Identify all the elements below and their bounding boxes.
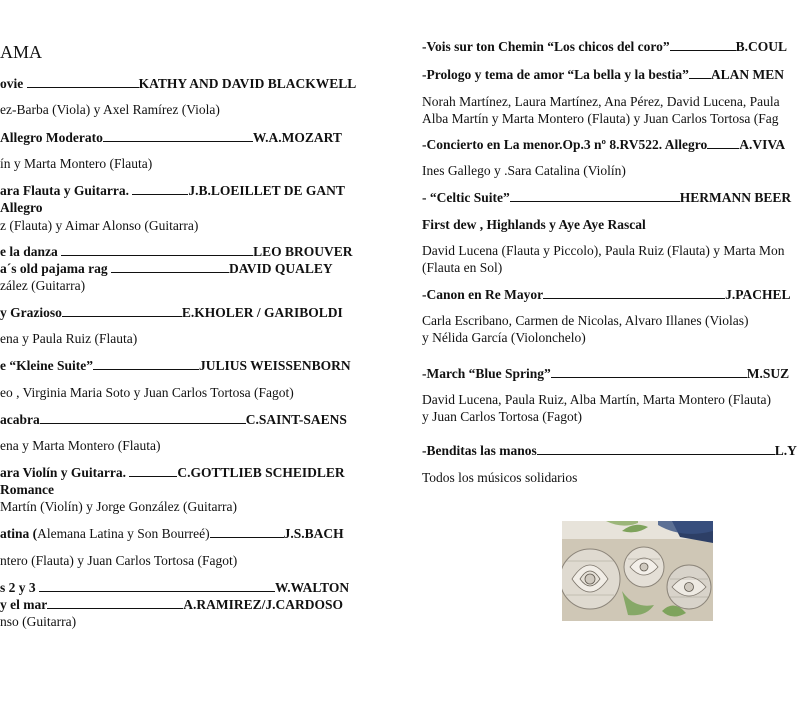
- performers: ena y Marta Montero (Flauta): [0, 438, 161, 453]
- program-item-5: [0, 304, 343, 321]
- composer: L.Y: [774, 443, 797, 458]
- performers: David Lucena (Flauta y Piccolo), Paula Ruiz (Flauta) y Marta Mon: [422, 243, 785, 258]
- performers: Carla Escribano, Carmen de Nicolas, Alvaro Illanes (Violas): [422, 313, 749, 328]
- program-item-10b: [0, 596, 343, 613]
- performers: zález (Guitarra): [0, 278, 86, 293]
- movement: Romance: [0, 482, 54, 497]
- performers: Alba Martín y Marta Montero (Flauta) y Juan Carlos Tortosa (Fag: [422, 111, 779, 126]
- composer: KATHY AND DAVID BLACKWELL: [138, 76, 357, 91]
- dotted-leader: [129, 464, 177, 477]
- composer: W.WALTON: [275, 580, 350, 595]
- dotted-leader: [689, 66, 711, 79]
- program-item-17: [422, 442, 797, 459]
- paper-roses-illustration: [562, 521, 713, 621]
- piece-title: atina (: [0, 526, 38, 541]
- dotted-leader: [510, 189, 680, 202]
- dotted-leader: [537, 442, 775, 455]
- piece-title: ara Flauta y Guitarra.: [0, 183, 133, 198]
- composer: C.GOTTLIEB SCHEIDLER: [177, 465, 345, 480]
- piece-title: y el mar: [0, 597, 48, 612]
- piece-title: ovie: [0, 76, 27, 91]
- performers: ín y Marta Montero (Flauta): [0, 156, 153, 171]
- dotted-leader: [707, 136, 739, 149]
- program-item-2: [0, 129, 342, 146]
- performers: (Flauta en Sol): [422, 260, 503, 275]
- program-item-16: [422, 365, 789, 382]
- dotted-leader: [543, 286, 725, 299]
- composer: W.A.MOZART: [252, 130, 342, 145]
- piece-title: - “Celtic Suite”: [422, 190, 510, 205]
- paper-roses-image: [562, 521, 713, 621]
- composer: A.VIVA: [739, 137, 786, 152]
- piece-title: e la danza: [0, 244, 62, 259]
- performers: ena y Paula Ruiz (Flauta): [0, 331, 138, 346]
- performers: David Lucena, Paula Ruiz, Alba Martín, Marta Montero (Flauta): [422, 392, 772, 407]
- performers: ntero (Flauta) y Juan Carlos Tortosa (Fagot): [0, 553, 238, 568]
- composer: B.COUL: [735, 39, 788, 54]
- performers: Ines Gallego y .Sara Catalina (Violín): [422, 163, 626, 178]
- composer: E.KHOLER / GARIBOLDI: [181, 305, 343, 320]
- composer: J.S.BACH: [283, 526, 344, 541]
- program-item-8: [0, 464, 345, 481]
- piece-title: -Benditas las manos: [422, 443, 537, 458]
- piece-title: ara Violín y Guitarra.: [0, 465, 130, 480]
- program-item-13: [422, 136, 785, 153]
- composer: LEO BROUVER: [253, 244, 353, 259]
- program-item-4: [0, 243, 353, 260]
- dotted-leader: [103, 129, 253, 142]
- program-item-3: [0, 182, 345, 199]
- performers: ez-Barba (Viola) y Axel Ramírez (Viola): [0, 102, 220, 117]
- performers: z (Flauta) y Aimar Alonso (Guitarra): [0, 218, 199, 233]
- dotted-leader: [47, 596, 183, 609]
- program-item-12: [422, 66, 784, 83]
- dotted-leader: [670, 38, 736, 51]
- piece-title: y Grazioso: [0, 305, 62, 320]
- piece-title: -Vois sur ton Chemin “Los chicos del coro”: [422, 39, 670, 54]
- dotted-leader: [62, 304, 182, 317]
- piece-title: -Prologo y tema de amor “La bella y la bestia”: [422, 67, 689, 82]
- piece-title: -Concierto en La menor.Op.3 nº 8.RV522. Allegro: [422, 137, 708, 152]
- composer: M.SUZ: [746, 366, 790, 381]
- dotted-leader: [27, 75, 139, 88]
- performers: Norah Martínez, Laura Martínez, Ana Pérez, David Lucena, Paula: [422, 94, 780, 109]
- program-item-9: [0, 525, 344, 542]
- program-item-7: [0, 411, 347, 428]
- composer: J.PACHEL: [725, 287, 791, 302]
- dotted-leader: [93, 357, 199, 370]
- piece-title: a´s old pajama rag: [0, 261, 111, 276]
- dotted-leader: [551, 365, 747, 378]
- performers: Martín (Violín) y Jorge González (Guitarra): [0, 499, 237, 514]
- program-item-15: [422, 286, 791, 303]
- composer: C.SAINT-SAENS: [245, 412, 347, 427]
- piece-title: s 2 y 3: [0, 580, 40, 595]
- composer: HERMANN BEER: [679, 190, 792, 205]
- piece-subtitle: Alemana Latina y Son Bourreé): [37, 526, 210, 541]
- movement: Allegro: [0, 200, 43, 215]
- piece-title: e “Kleine Suite”: [0, 358, 93, 373]
- performers: nso (Guitarra): [0, 614, 77, 629]
- composer: ALAN MEN: [710, 67, 784, 82]
- piece-title: Allegro Moderato: [0, 130, 103, 145]
- movement: First dew , Highlands y Aye Aye Rascal: [422, 217, 646, 232]
- piece-title: -March “Blue Spring”: [422, 366, 551, 381]
- dotted-leader: [111, 260, 229, 273]
- program-item-4b: [0, 260, 333, 277]
- composer: J.B.LOEILLET DE GANT: [188, 183, 345, 198]
- program-item-6: [0, 357, 351, 374]
- page-title: AMA: [0, 42, 43, 62]
- program-item-1: [0, 75, 356, 92]
- performers: y Nélida García (Violonchelo): [422, 330, 586, 345]
- program-item-14: [422, 189, 791, 206]
- performers: Todos los músicos solidarios: [422, 470, 578, 485]
- dotted-leader: [40, 411, 246, 424]
- performers: eo , Virginia Maria Soto y Juan Carlos Tortosa (Fagot): [0, 385, 294, 400]
- composer: A.RAMIREZ/J.CARDOSO: [183, 597, 343, 612]
- dotted-leader: [132, 182, 188, 195]
- program-item-11: [422, 38, 787, 55]
- dotted-leader: [210, 525, 284, 538]
- performers: y Juan Carlos Tortosa (Fagot): [422, 409, 583, 424]
- program-item-10: [0, 579, 349, 596]
- composer: DAVID QUALEY: [229, 261, 333, 276]
- piece-title: acabra: [0, 412, 40, 427]
- dotted-leader: [39, 579, 275, 592]
- piece-title: -Canon en Re Mayor: [422, 287, 544, 302]
- dotted-leader: [61, 243, 253, 256]
- composer: JULIUS WEISSENBORN: [199, 358, 351, 373]
